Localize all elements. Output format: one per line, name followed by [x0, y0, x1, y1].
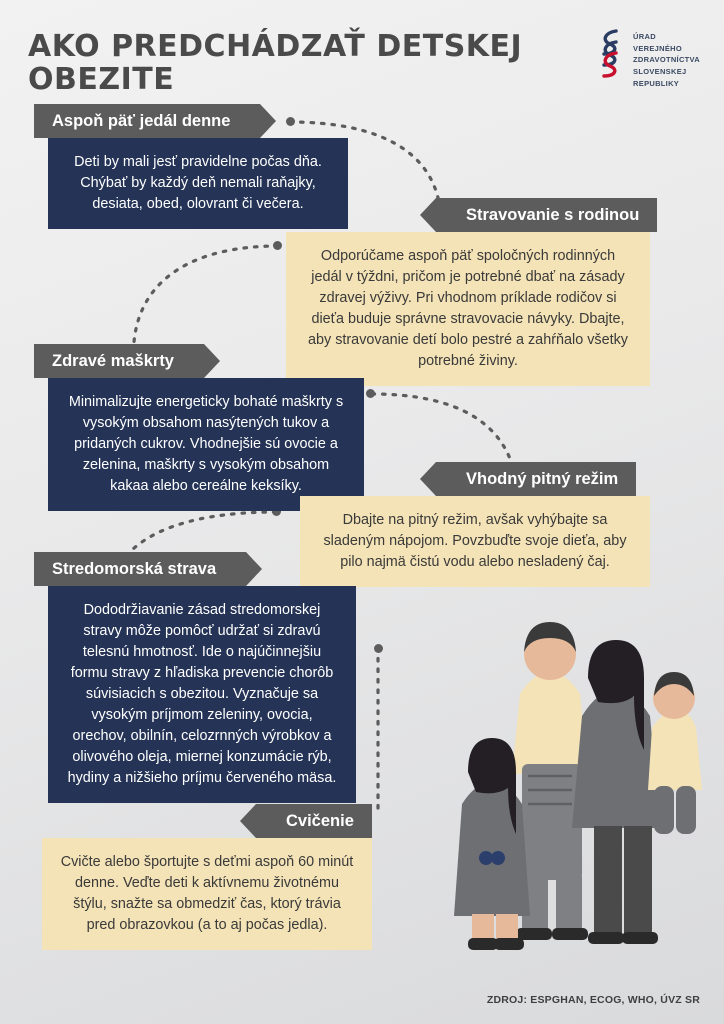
section-body-1 [48, 138, 348, 229]
section-heading-6 [256, 804, 372, 838]
source-note: ZDROJ: ESPGHAN, ECOG, WHO, ÚVZ SR [486, 994, 700, 1006]
section-heading-5 [34, 552, 246, 586]
organization-name [633, 28, 700, 89]
connector-dot-2 [273, 241, 282, 250]
section-heading-6-label: Cvičenie [286, 811, 354, 830]
section-body-4-text: Dbajte na pitný režim, avšak vyhýbajte sa sladeným nápojom. Povzbuďte svoje dieťa, aby pilo najmä čistú vodu alebo nesladený čaj. [323, 512, 627, 571]
section-body-2 [286, 232, 650, 386]
section-body-3 [48, 378, 364, 511]
family-illustration [424, 546, 724, 966]
uvz-emblem-icon [596, 28, 624, 80]
section-body-4 [300, 496, 650, 587]
section-heading-1-label: Aspoň päť jedál denne [52, 111, 231, 130]
connector-dot-1 [286, 117, 295, 126]
section-body-2-text: Odporúčame aspoň päť spoločných rodinných jedál v týždni, pričom je potrebné dbať na zásady zdravej výživy. Pri vhodnom príklade rodičov si dieťa buduje správne stravovacie návyky. Dbajte, aby stravovanie detí bolo pestré a zahŕňalo všetky potrebné živiny. [308, 248, 628, 370]
baby-figure [648, 672, 702, 834]
section-heading-2 [436, 198, 657, 232]
section-body-5 [48, 586, 356, 803]
mother-figure [572, 640, 660, 944]
section-body-6-text: Cvičte alebo športujte s deťmi aspoň 60 minút denne. Veďte deti k aktívnemu životnému štýlu, snažte sa obmedziť čas, ktorý trávia pred obrazovkou (a to aj počas jedla). [60, 854, 354, 934]
logo-line-3: ZDRAVOTNÍCTVA [633, 55, 700, 65]
connector-5 [368, 640, 428, 820]
connector-dot-3 [366, 389, 375, 398]
organization-logo [596, 28, 700, 89]
section-body-6 [42, 838, 372, 950]
logo-line-5: REPUBLIKY [633, 78, 680, 88]
connector-dot-5 [374, 644, 383, 653]
section-heading-4-label: Vhodný pitný režim [466, 469, 619, 488]
section-heading-2-label: Stravovanie s rodinou [466, 205, 640, 224]
logo-line-1: ÚRAD [633, 32, 656, 41]
section-heading-3-label: Zdravé maškrty [52, 351, 174, 370]
connector-2 [100, 238, 300, 358]
logo-line-2: VEREJNÉHO [633, 43, 683, 53]
section-heading-1 [34, 104, 260, 138]
section-body-3-text: Minimalizujte energeticky bohaté maškrty s vysokým obsahom nasýtených tukov a pridaných cukrov. Vhodnejšie sú ovocie a zelenina, maškrty s vysokým obsahom kakaa alebo cereálne keksíky. [68, 394, 344, 495]
logo-line-4: SLOVENSKEJ [633, 66, 687, 76]
section-heading-3 [34, 344, 204, 378]
page-title: AKO PREDCHÁDZAŤ DETSKEJ OBEZITE [28, 29, 523, 97]
section-heading-4 [436, 462, 636, 496]
section-heading-5-label: Stredomorská strava [52, 559, 217, 578]
section-body-5-text: Dododržiavanie zásad stredomorskej stravy môže pomôcť udržať si zdravú telesnú hmotnosť. Ide o najúčinnejšiu formu stravy z hľadiska prevencie chorôb súvisiacich s obezitou. Vyznačuje sa vysokým príjmom zeleniny, ovocia, orechov, obilnín, celozrnných výrobkov a olivového oleja, miernej konzumácie rýb, hydiny a nižšieho príjmu červeného mäsa. [67, 602, 337, 787]
section-body-1-text: Deti by mali jesť pravidelne počas dňa. Chýbať by každý deň nemali raňajky, desiata, obed, olovrant či večera. [74, 154, 322, 213]
